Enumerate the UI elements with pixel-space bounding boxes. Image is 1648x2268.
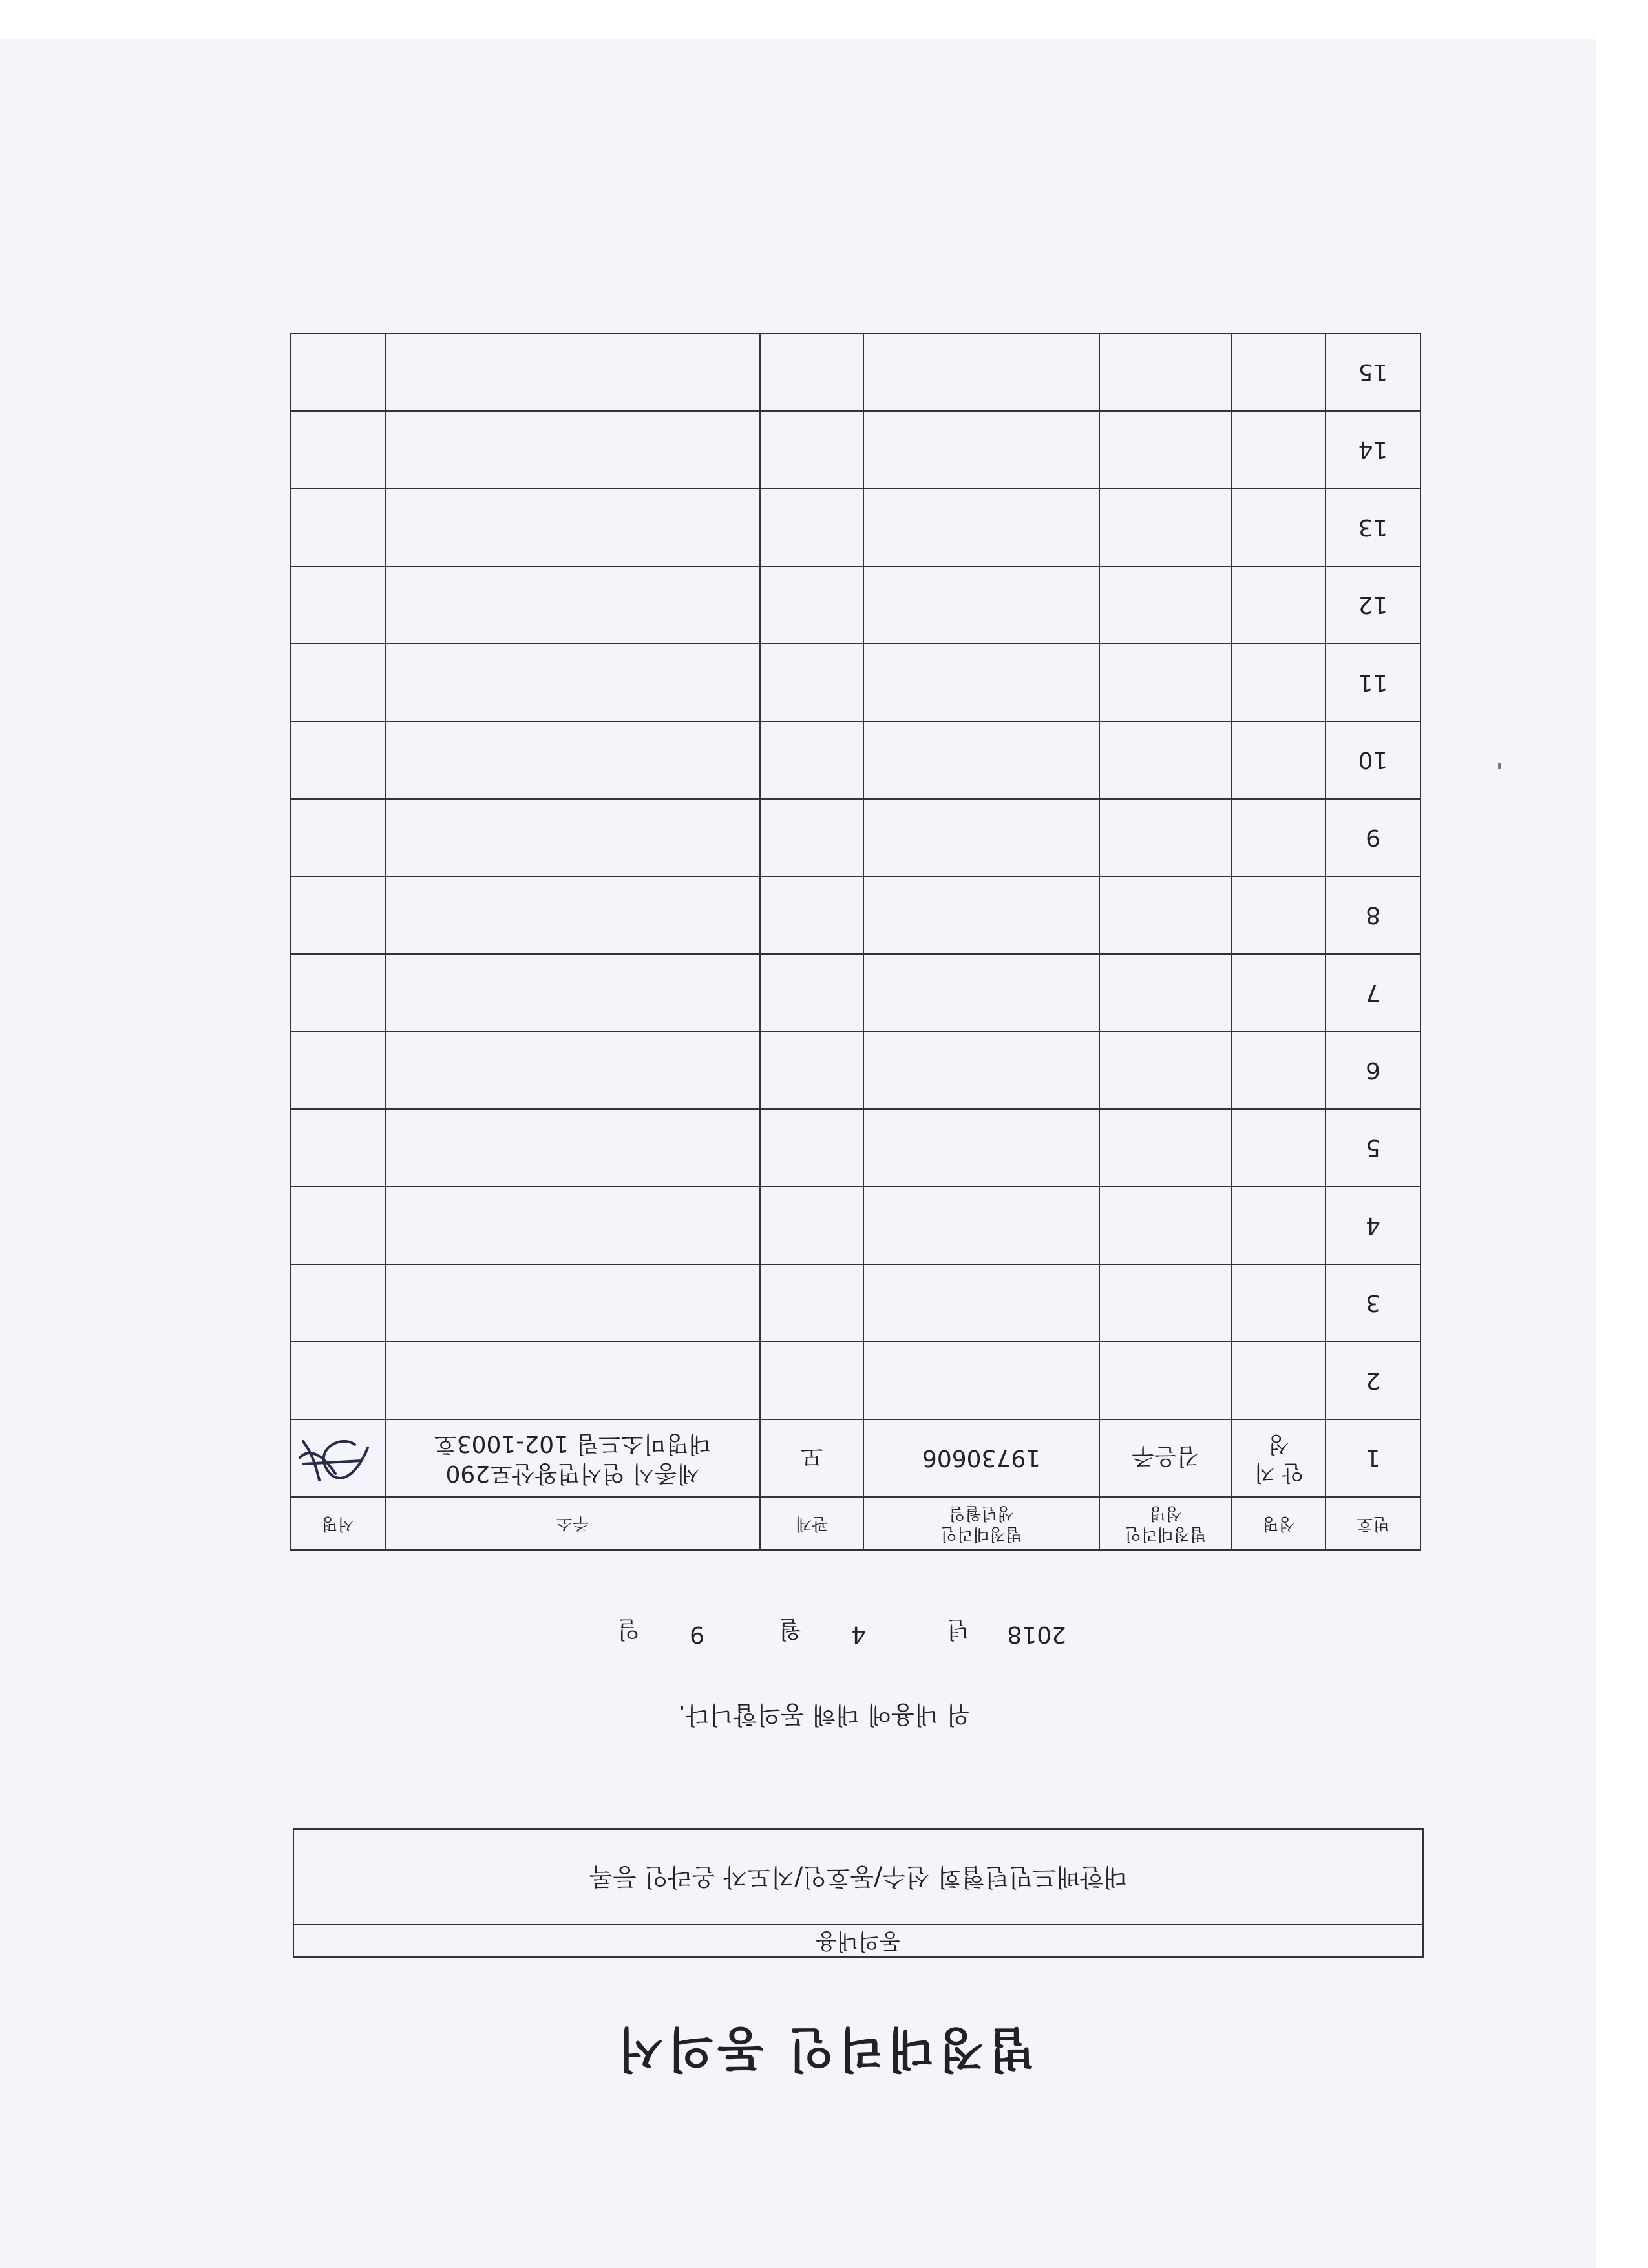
guardian-birth — [863, 1264, 1099, 1342]
table-row — [290, 1342, 1421, 1419]
table-row — [290, 566, 1421, 644]
relation — [760, 1342, 863, 1419]
address — [385, 411, 760, 489]
address — [385, 1187, 760, 1264]
relation — [760, 954, 863, 1032]
guardian-name — [1099, 566, 1232, 644]
header-relation: 관계 — [760, 1497, 863, 1550]
relation — [760, 489, 863, 566]
address — [385, 566, 760, 644]
signature-cell — [290, 799, 385, 876]
relation — [760, 1032, 863, 1109]
signature-cell — [290, 1342, 385, 1419]
signature-cell — [290, 954, 385, 1032]
table-row — [290, 799, 1421, 876]
guardian-name — [1099, 411, 1232, 489]
guardian-name — [1099, 954, 1232, 1032]
student-name — [1232, 876, 1326, 954]
signature-cell — [290, 1032, 385, 1109]
address — [385, 1264, 760, 1342]
consent-header: 동의내용 — [293, 1924, 1424, 1958]
date-year: 2018 — [1007, 1621, 1066, 1648]
guardian-birth: 19730606 — [863, 1419, 1099, 1497]
relation: 모 — [760, 1419, 863, 1497]
guardian-name — [1099, 876, 1232, 954]
row-no: 12 — [1326, 566, 1421, 644]
guardian-birth — [863, 489, 1099, 566]
address — [385, 1342, 760, 1419]
student-name — [1232, 1264, 1326, 1342]
guardian-name — [1099, 1109, 1232, 1187]
date-day: 9 — [690, 1621, 704, 1648]
guardian-table — [290, 333, 1421, 1551]
relation — [760, 411, 863, 489]
relation — [760, 721, 863, 799]
signature-cell — [290, 721, 385, 799]
row-no: 15 — [1326, 334, 1421, 411]
guardian-birth — [863, 566, 1099, 644]
guardian-name — [1099, 334, 1232, 411]
guardian-birth — [863, 1187, 1099, 1264]
row-no: 5 — [1326, 1109, 1421, 1187]
table-row — [290, 334, 1421, 411]
signature-cell — [290, 334, 385, 411]
guardian-name — [1099, 1342, 1232, 1419]
signature-cell — [290, 1187, 385, 1264]
table-row — [290, 954, 1421, 1032]
student-name — [1232, 954, 1326, 1032]
table-row — [290, 1419, 1421, 1497]
address — [385, 489, 760, 566]
table-row — [290, 1187, 1421, 1264]
relation — [760, 644, 863, 721]
signature-cell — [290, 1264, 385, 1342]
header-signature: 서명 — [290, 1497, 385, 1550]
student-name — [1232, 334, 1326, 411]
student-name — [1232, 721, 1326, 799]
signature-cell — [290, 644, 385, 721]
student-name: 안 지 성 — [1232, 1419, 1326, 1497]
relation — [760, 876, 863, 954]
row-no: 2 — [1326, 1342, 1421, 1419]
guardian-name — [1099, 799, 1232, 876]
header-guardian-birth: 법정대리인 생년월일 — [863, 1497, 1099, 1550]
student-name — [1232, 644, 1326, 721]
student-name — [1232, 489, 1326, 566]
guardian-birth — [863, 1342, 1099, 1419]
signature-cell — [290, 876, 385, 954]
guardian-name — [1099, 644, 1232, 721]
address — [385, 876, 760, 954]
row-no: 11 — [1326, 644, 1421, 721]
student-name — [1232, 566, 1326, 644]
table-row — [290, 1264, 1421, 1342]
address — [385, 644, 760, 721]
relation — [760, 334, 863, 411]
header-address: 주소 — [385, 1497, 760, 1550]
row-no: 6 — [1326, 1032, 1421, 1109]
guardian-birth — [863, 1032, 1099, 1109]
table-header-row — [290, 1497, 1421, 1550]
date-line — [582, 1615, 1066, 1648]
table-row — [290, 1109, 1421, 1187]
address — [385, 954, 760, 1032]
relation — [760, 566, 863, 644]
guardian-birth — [863, 1109, 1099, 1187]
table-row — [290, 411, 1421, 489]
guardian-name — [1099, 1187, 1232, 1264]
date-month: 4 — [851, 1621, 866, 1648]
consent-text: 대한배드민턴협회 선수/동호인/지도자 온라인 등록 — [293, 1828, 1424, 1925]
relation — [760, 1109, 863, 1187]
row-no: 13 — [1326, 489, 1421, 566]
header-name: 성명 — [1232, 1497, 1326, 1550]
row-no: 4 — [1326, 1187, 1421, 1264]
date-month-unit: 월 — [779, 1616, 801, 1642]
student-name — [1232, 1187, 1326, 1264]
guardian-birth — [863, 411, 1099, 489]
signature-cell — [290, 566, 385, 644]
address — [385, 721, 760, 799]
guardian-name — [1099, 721, 1232, 799]
address — [385, 334, 760, 411]
date-day-unit: 일 — [617, 1616, 640, 1642]
table-row — [290, 1032, 1421, 1109]
guardian-birth — [863, 334, 1099, 411]
student-name — [1232, 1109, 1326, 1187]
guardian-birth — [863, 799, 1099, 876]
guardian-name — [1099, 489, 1232, 566]
address — [385, 1109, 760, 1187]
address — [385, 1032, 760, 1109]
document-title: 법정대리인 동의서 — [613, 2021, 1035, 2077]
table-row — [290, 876, 1421, 954]
guardian-birth — [863, 721, 1099, 799]
guardian-birth — [863, 954, 1099, 1032]
header-guardian-name: 법정대리인 성명 — [1099, 1497, 1232, 1550]
relation — [760, 799, 863, 876]
signature-cell — [290, 1419, 385, 1497]
agree-statement: 위 내용에 대해 동의합니다. — [677, 1701, 971, 1729]
student-name — [1232, 411, 1326, 489]
guardian-birth — [863, 876, 1099, 954]
relation — [760, 1187, 863, 1264]
student-name — [1232, 1032, 1326, 1109]
row-no: 1 — [1326, 1419, 1421, 1497]
row-no: 8 — [1326, 876, 1421, 954]
row-no: 3 — [1326, 1264, 1421, 1342]
guardian-birth — [863, 644, 1099, 721]
row-no: 7 — [1326, 954, 1421, 1032]
signature-cell — [290, 1109, 385, 1187]
guardian-name — [1099, 1032, 1232, 1109]
table-row — [290, 489, 1421, 566]
date-year-unit: 년 — [947, 1616, 969, 1642]
table-row — [290, 721, 1421, 799]
row-no: 9 — [1326, 799, 1421, 876]
header-no: 번호 — [1326, 1497, 1421, 1550]
row-no: 14 — [1326, 411, 1421, 489]
relation — [760, 1264, 863, 1342]
student-name — [1232, 799, 1326, 876]
handwritten-signature — [290, 1429, 381, 1494]
table-row — [290, 644, 1421, 721]
address — [385, 799, 760, 876]
address: 세종시 연서면왕산로290 대명미소드림 102-1003호 — [385, 1419, 760, 1497]
student-name — [1232, 1342, 1326, 1419]
signature-cell — [290, 411, 385, 489]
guardian-name: 김은주 — [1099, 1419, 1232, 1497]
row-no: 10 — [1326, 721, 1421, 799]
guardian-name — [1099, 1264, 1232, 1342]
signature-cell — [290, 489, 385, 566]
